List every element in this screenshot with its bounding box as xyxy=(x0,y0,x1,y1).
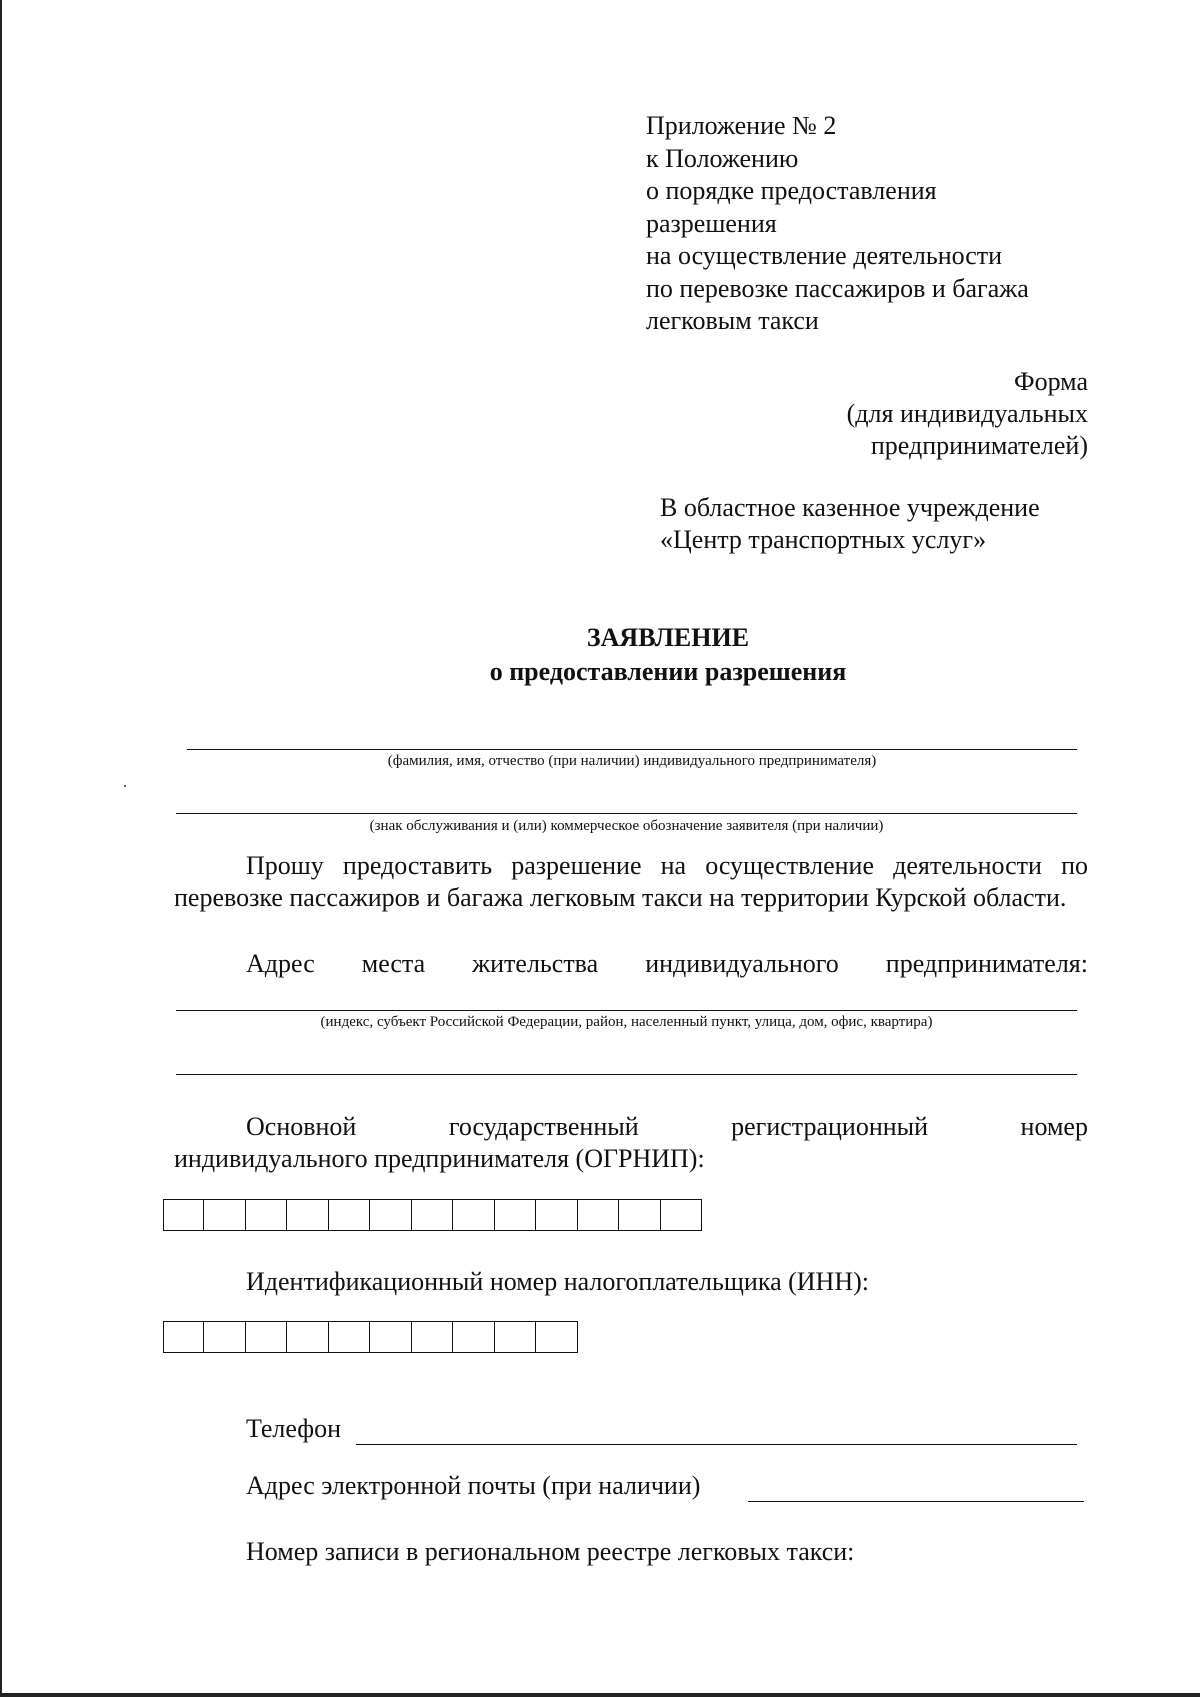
ogrnip-label-word: государственный xyxy=(448,1112,639,1141)
ogrnip-cell[interactable] xyxy=(246,1199,288,1231)
request-paragraph xyxy=(174,850,1088,914)
trademark-caption: (знак обслуживания и (или) коммерческое обозначение заявителя (при наличии) xyxy=(369,818,884,834)
ogrnip-cell[interactable] xyxy=(370,1199,412,1231)
appendix-line: разрешения xyxy=(646,208,777,238)
ogrnip-cell[interactable] xyxy=(412,1199,454,1231)
address-label-word: жительства xyxy=(472,949,599,978)
ogrnip-cell[interactable] xyxy=(329,1199,371,1231)
appendix-line: о порядке предоставления xyxy=(646,176,937,205)
ogrnip-cells xyxy=(163,1199,702,1231)
ogrnip-label-cont: индивидуального предпринимателя (ОГРНИП): xyxy=(174,1144,705,1173)
address-label-word: места xyxy=(361,949,426,978)
appendix-line: по перевозке пассажиров и багажа xyxy=(646,273,1029,303)
appendix-line: Приложение № 2 xyxy=(646,111,837,140)
ogrnip-cell[interactable] xyxy=(578,1199,620,1231)
inn-cell[interactable] xyxy=(204,1321,246,1353)
inn-cell[interactable] xyxy=(287,1321,329,1353)
inn-cell[interactable] xyxy=(246,1321,288,1353)
ogrnip-cell[interactable] xyxy=(287,1199,329,1231)
ogrnip-label-word: Основной xyxy=(246,1112,357,1141)
document-subtitle: о предоставлении разрешения xyxy=(489,657,847,686)
trademark-input-line[interactable] xyxy=(176,813,1077,814)
ogrnip-label-word: номер xyxy=(1020,1112,1088,1141)
address-label-word: индивидуального xyxy=(645,949,839,978)
ogrnip-cell[interactable] xyxy=(204,1199,246,1231)
address-label xyxy=(246,948,1088,980)
phone-label: Телефон xyxy=(246,1414,342,1443)
ogrnip-label-word: регистрационный xyxy=(731,1112,929,1141)
ogrnip-cell[interactable] xyxy=(164,1199,204,1231)
ogrnip-cell[interactable] xyxy=(536,1199,578,1231)
inn-cell[interactable] xyxy=(495,1321,537,1353)
inn-cell[interactable] xyxy=(329,1321,371,1353)
inn-cell[interactable] xyxy=(412,1321,454,1353)
address-caption: (индекс, субъект Российской Федерации, район, населенный пункт, улица, дом, офис, квартира) xyxy=(320,1014,933,1030)
scan-border-left xyxy=(0,0,2,1697)
scan-speck xyxy=(124,785,126,787)
address-input-line-1[interactable] xyxy=(176,1010,1077,1011)
email-label: Адрес электронной почты (при наличии) xyxy=(246,1471,701,1500)
address-label-word: Адрес xyxy=(246,949,315,978)
name-input-line[interactable] xyxy=(187,749,1077,750)
inn-cell[interactable] xyxy=(370,1321,412,1353)
document-title: ЗАЯВЛЕНИЕ xyxy=(586,623,750,652)
ogrnip-cell[interactable] xyxy=(661,1199,703,1231)
appendix-line: на осуществление деятельности xyxy=(646,241,1003,270)
phone-input-line[interactable] xyxy=(356,1444,1077,1445)
form-type-label xyxy=(847,366,1088,462)
ogrnip-cell[interactable] xyxy=(619,1199,661,1231)
appendix-line: легковым такси xyxy=(646,306,819,335)
email-input-line[interactable] xyxy=(748,1501,1084,1502)
inn-cell[interactable] xyxy=(453,1321,495,1353)
address-label-word: предпринимателя: xyxy=(885,949,1088,978)
inn-cells xyxy=(163,1321,578,1353)
inn-label: Идентификационный номер налогоплательщика (ИНН): xyxy=(246,1267,869,1296)
appendix-header xyxy=(646,110,1029,338)
ogrnip-cell[interactable] xyxy=(495,1199,537,1231)
inn-cell[interactable] xyxy=(164,1321,204,1353)
form-label-line: (для индивидуальных xyxy=(846,399,1088,428)
name-caption: (фамилия, имя, отчество (при наличии) индивидуального предпринимателя) xyxy=(387,753,877,769)
scan-border-bottom xyxy=(0,1693,1200,1697)
addressee-line: В областное казенное учреждение xyxy=(660,493,1040,522)
form-label-line: Форма xyxy=(1014,367,1088,396)
registry-label: Номер записи в региональном реестре легковых такси: xyxy=(246,1537,855,1566)
address-input-line-2[interactable] xyxy=(176,1074,1077,1075)
form-label-line: предпринимателей) xyxy=(870,431,1088,460)
inn-cell[interactable] xyxy=(536,1321,578,1353)
ogrnip-cell[interactable] xyxy=(453,1199,495,1231)
ogrnip-label xyxy=(246,1111,1088,1143)
addressee-block xyxy=(660,492,1040,556)
appendix-line: к Положению xyxy=(646,143,799,173)
addressee-line: «Центр транспортных услуг» xyxy=(660,525,987,554)
request-text: Прошу предоставить разрешение на осуществление деятельности по перевозке пассажиров и багажа легковым такси на территории Курской области. xyxy=(174,851,1088,912)
